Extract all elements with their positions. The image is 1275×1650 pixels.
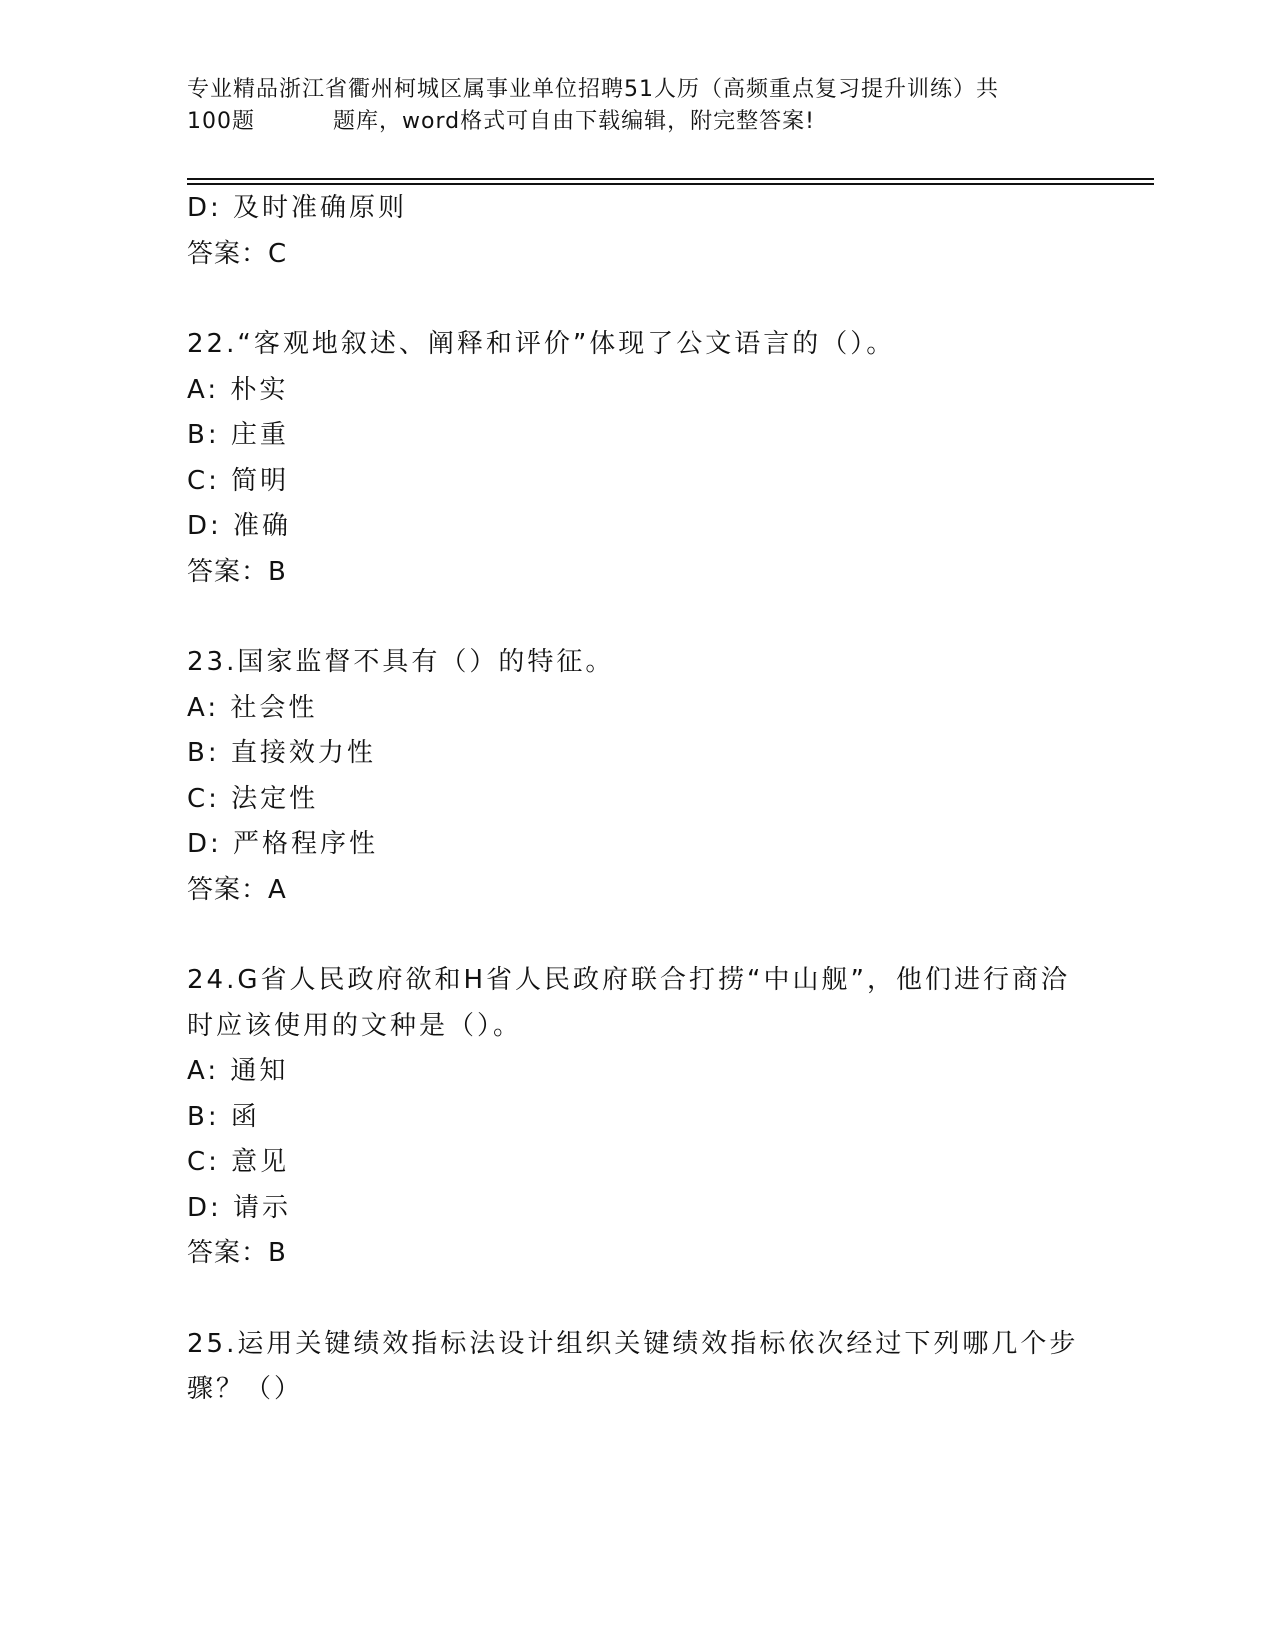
answer-line: 答案：B — [187, 1238, 287, 1268]
option-c: C: 法定性 — [187, 783, 319, 814]
header-title-line1: 专业精品浙江省衢州柯城区属事业单位招聘51人历（高频重点复习提升训练）共 — [187, 77, 999, 102]
option-c: C: 简明 — [187, 465, 290, 496]
option-d: D: 准确 — [187, 511, 292, 541]
option-d: D: 严格程序性 — [187, 829, 379, 859]
header-description: 题库，word格式可自由下载编辑，附完整答案! — [333, 109, 815, 134]
option-a: A: 朴实 — [187, 374, 289, 405]
option-c: C: 意见 — [187, 1147, 290, 1177]
option-b: B: 直接效力性 — [187, 738, 376, 768]
header-title-line2 — [187, 106, 1087, 138]
question-text: 24.G省人民政府欲和H省人民政府联合打捞“中山舰”，他们进行商洽时应该使用的文种是（）。 — [187, 965, 1070, 1041]
option-d: D: 及时准确原则 — [187, 193, 408, 223]
question-24 — [187, 958, 1087, 1277]
answer-line: 答案：B — [187, 556, 287, 587]
header-count: 100题 — [187, 109, 255, 134]
header-rule-bottom — [187, 183, 1154, 185]
question-text: 22.“客观地叙述、阐释和评价”体现了公文语言的（）。 — [187, 329, 896, 359]
page-header — [187, 74, 1087, 138]
question-22 — [187, 322, 1087, 595]
question-text: 23.国家监督不具有（）的特征。 — [187, 647, 615, 677]
question-text: 25.运用关键绩效指标法设计组织关键绩效指标依次经过下列哪几个步骤？（） — [187, 1328, 1079, 1404]
answer-line: 答案：A — [187, 874, 287, 905]
option-d: D: 请示 — [187, 1192, 292, 1223]
question-25 — [187, 1322, 1087, 1413]
question-21-tail — [187, 186, 1087, 277]
option-a: A: 社会性 — [187, 692, 318, 723]
document-body — [187, 186, 1087, 1413]
option-b: B: 庄重 — [187, 420, 289, 450]
question-23 — [187, 640, 1087, 913]
header-rule-top — [187, 178, 1154, 180]
option-b: B: 函 — [187, 1101, 260, 1132]
option-a: A: 通知 — [187, 1056, 289, 1086]
answer-line: 答案：C — [187, 238, 288, 269]
